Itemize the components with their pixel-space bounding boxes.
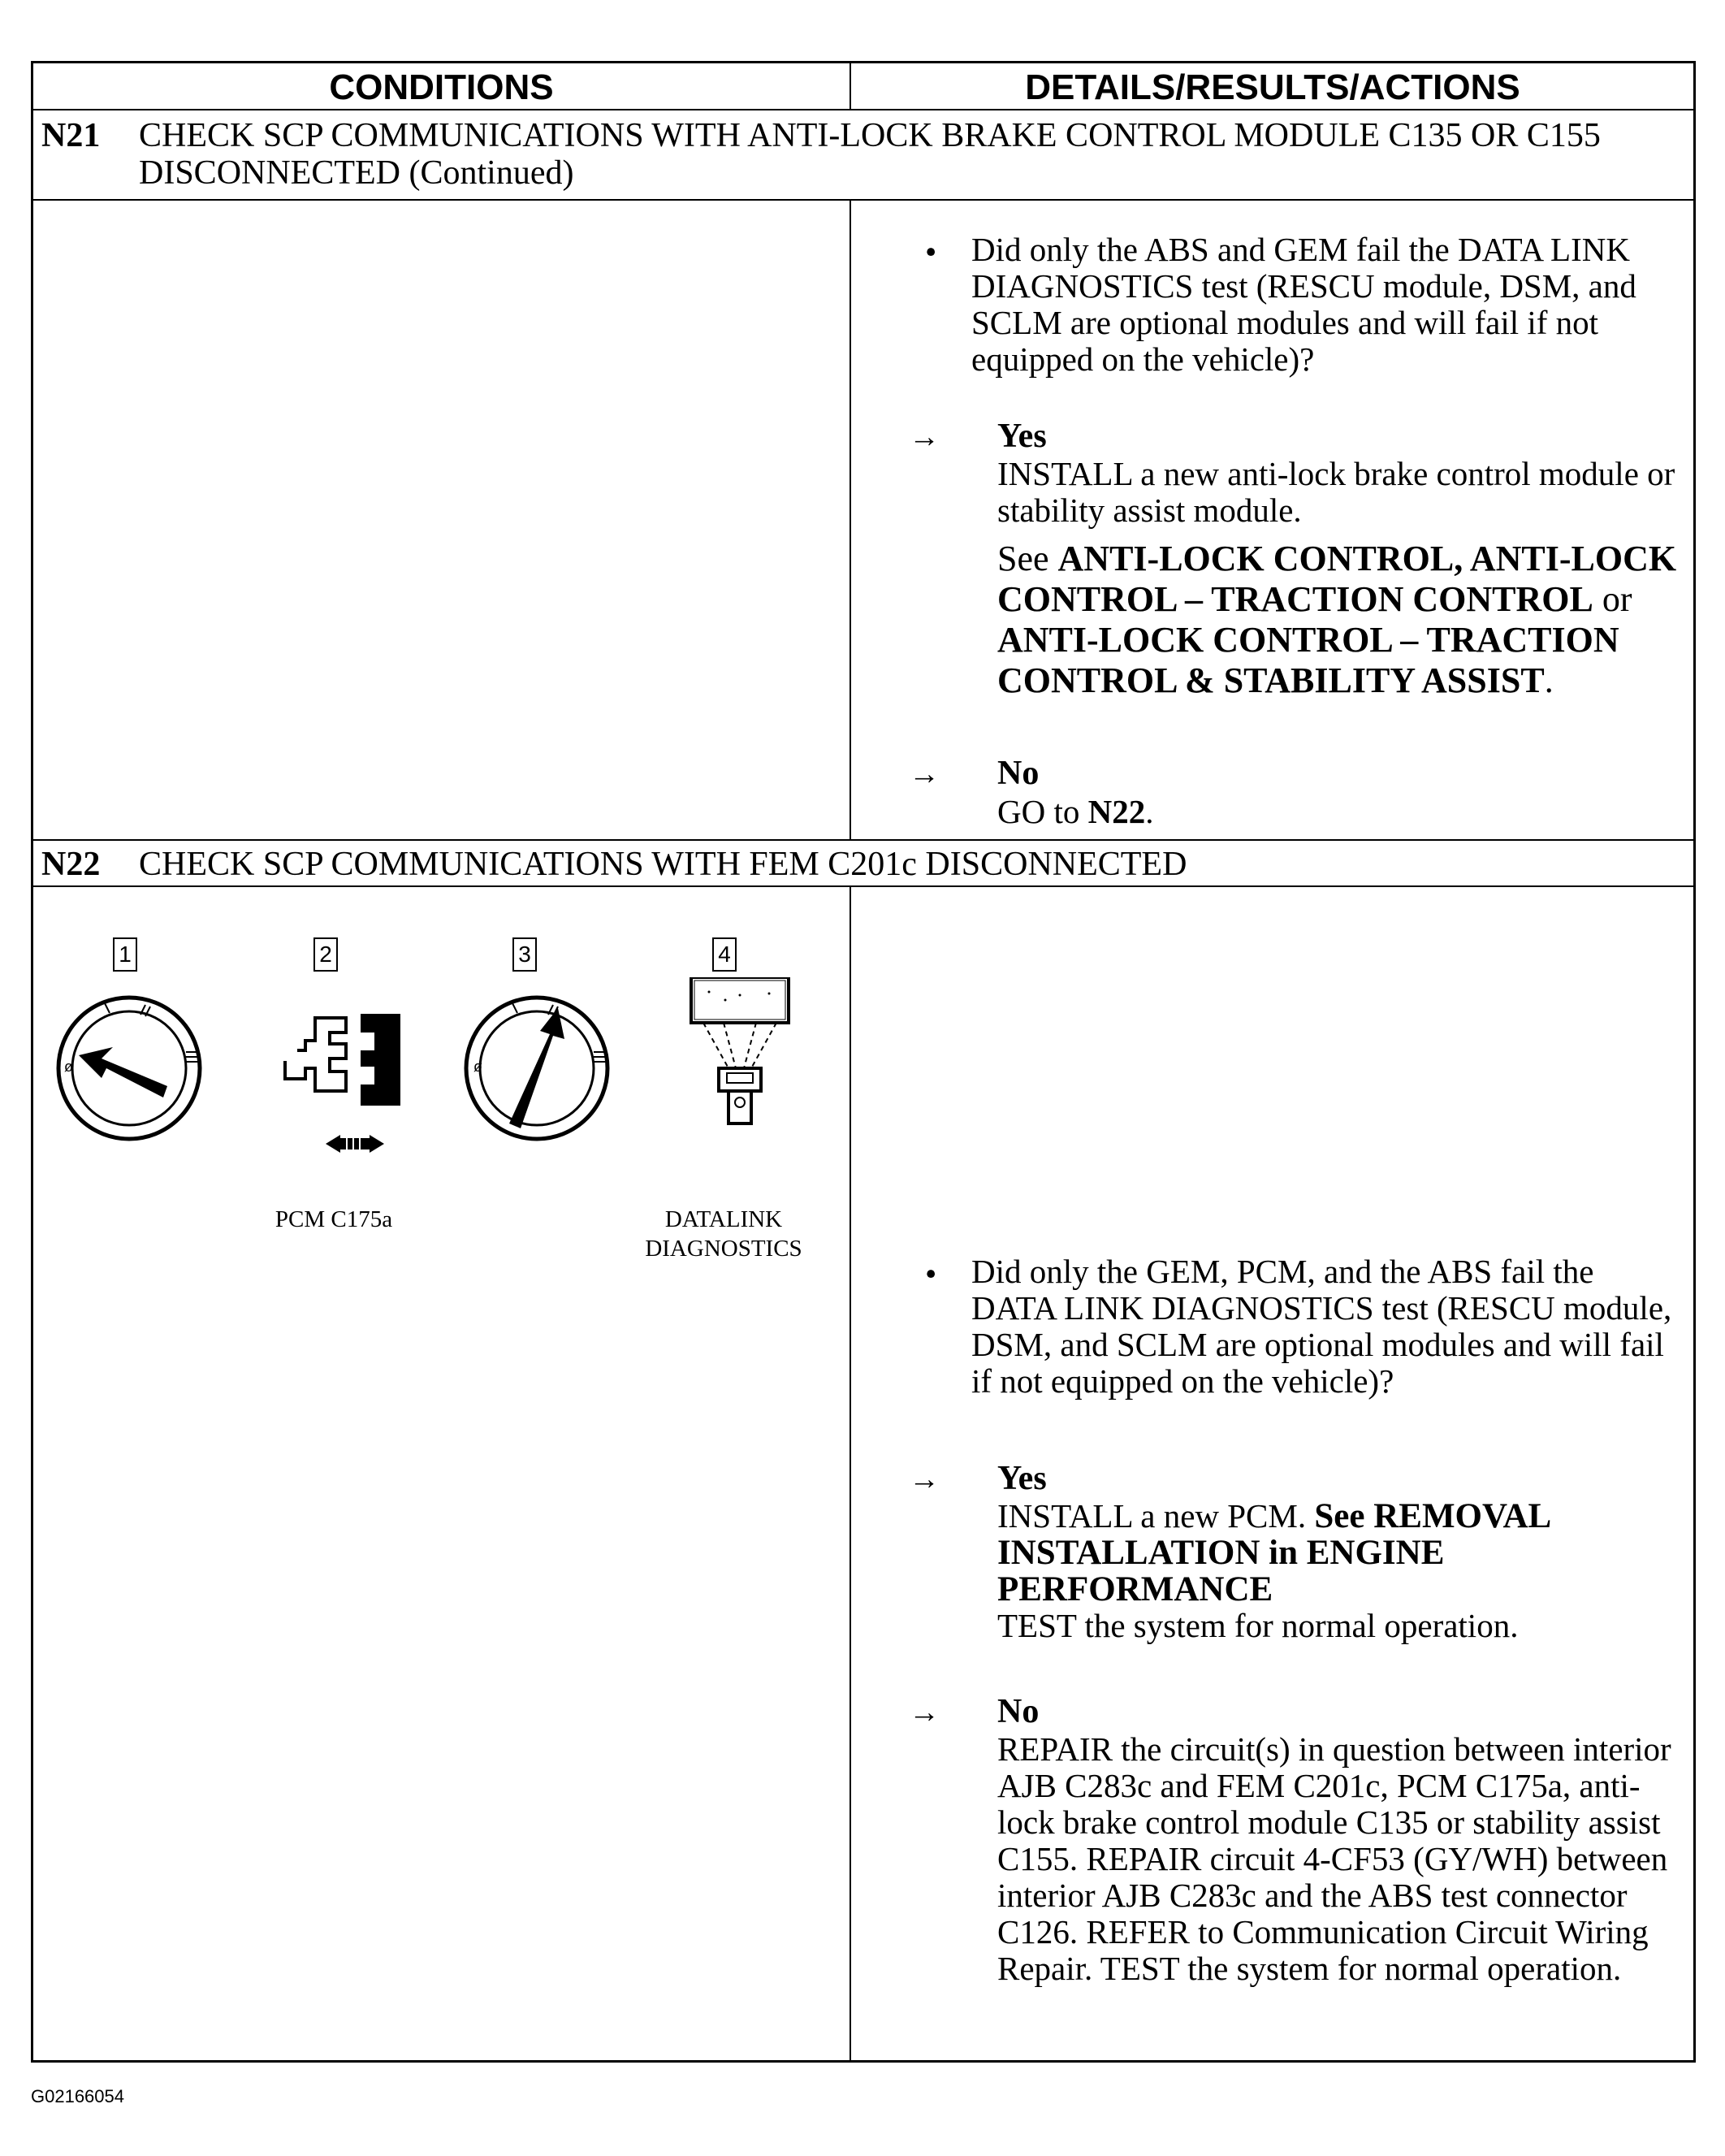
n21-yes-see-ref-2: ANTI-LOCK CONTROL – TRACTION CONTROL & STABILITY ASSIST xyxy=(997,620,1619,700)
n21-yes-action: INSTALL a new anti-lock brake control module or stability assist module. xyxy=(997,455,1675,529)
n21-bullet: • xyxy=(925,233,937,271)
n21-yes-see-ref-1: ANTI-LOCK CONTROL, ANTI-LOCK CONTROL – TRACTION CONTROL xyxy=(997,539,1677,619)
svg-text:ø: ø xyxy=(473,1059,482,1075)
n21-yes-see-end: . xyxy=(1544,660,1554,700)
figure-step-3: 3 xyxy=(512,937,537,972)
n21-question: Did only the ABS and GEM fail the DATA LINK DIAGNOSTICS test (RESCU module, DSM, and SCLM are optional modules and will fail if not equipped on the vehicle)? xyxy=(971,231,1636,378)
n22-no-arrow-icon: → xyxy=(909,1695,940,1730)
diagnostic-figure xyxy=(50,977,829,1188)
n22-column-divider xyxy=(850,885,851,2063)
figure-step-4: 4 xyxy=(712,937,737,972)
n22-step-id: N22 xyxy=(41,846,101,883)
n22-no-label: No xyxy=(997,1693,1040,1730)
ignition-switch-off-icon xyxy=(58,998,200,1139)
column-header-conditions: CONDITIONS xyxy=(329,67,554,107)
svg-text:ø: ø xyxy=(64,1059,73,1075)
n21-yes-see xyxy=(997,539,1689,701)
n22-yes-action-install: INSTALL a new PCM. xyxy=(997,1497,1307,1535)
n21-yes-label: Yes xyxy=(997,418,1047,455)
ignition-switch-on-icon xyxy=(466,998,607,1139)
n22-yes-label: Yes xyxy=(997,1460,1047,1497)
figure-label-diagnostics: DIAGNOSTICS xyxy=(645,1236,802,1262)
figure-step-2: 2 xyxy=(313,937,338,972)
n22-title-row xyxy=(33,846,1693,883)
n21-no-action-text: GO to xyxy=(997,793,1080,830)
column-header-details: DETAILS/RESULTS/ACTIONS xyxy=(1025,67,1520,107)
n21-no-label: No xyxy=(997,755,1040,792)
n21-yes-arrow-icon: → xyxy=(909,420,940,454)
n22-top-divider xyxy=(33,839,1693,841)
n21-no-action xyxy=(997,794,1153,830)
n21-step-title: CHECK SCP COMMUNICATIONS WITH ANTI-LOCK BRAKE CONTROL MODULE C135 OR C155 DISCONNECTED (Continued) xyxy=(139,117,1601,192)
n21-no-action-target: N22 xyxy=(1087,793,1146,830)
n22-yes-action xyxy=(997,1498,1582,1644)
n22-question: Did only the GEM, PCM, and the ABS fail the DATA LINK DIAGNOSTICS test (RESCU module, DSM, and SCLM are optional modules and will fail if not equipped on the vehicle)? xyxy=(971,1253,1672,1400)
n22-bullet: • xyxy=(925,1255,937,1292)
connector-disconnect-icon xyxy=(285,1014,400,1153)
n21-yes-see-or: or xyxy=(1602,579,1632,619)
n21-yes-see-word: See xyxy=(997,539,1049,578)
figure-step-1: 1 xyxy=(113,937,137,972)
n21-no-action-end: . xyxy=(1145,793,1154,830)
n21-title-row xyxy=(33,117,1693,198)
scan-tool-icon xyxy=(691,977,789,1123)
n21-step-id: N21 xyxy=(41,117,101,154)
n22-yes-action-see: See REMOVAL INSTALLATION in ENGINE PERFORMANCE xyxy=(997,1497,1550,1608)
diagnostic-table xyxy=(31,61,1696,2063)
figure-label-connector: PCM C175a xyxy=(275,1206,393,1232)
n21-column-divider xyxy=(850,199,851,839)
n22-no-action: REPAIR the circuit(s) in question between interior AJB C283c and FEM C201c, PCM C175a, anti-lock brake control module C135 or stability assist C155. REPAIR circuit 4-CF53 (GY/WH) between interior AJB C283c and the ABS test connector C126. REFER to Communication Circuit Wiring Repair. TEST the system for normal operation. xyxy=(997,1730,1671,1987)
figure-id: G02166054 xyxy=(31,2086,124,2106)
n22-yes-action-test: TEST the system for normal operation. xyxy=(997,1607,1519,1644)
n22-title-divider xyxy=(33,885,1693,887)
n21-no-arrow-icon: → xyxy=(909,757,940,791)
figure-label-datalink: DATALINK xyxy=(664,1206,783,1232)
n22-step-title: CHECK SCP COMMUNICATIONS WITH FEM C201c DISCONNECTED xyxy=(139,846,1187,883)
n21-title-divider xyxy=(33,199,1693,201)
n22-yes-arrow-icon: → xyxy=(909,1462,940,1496)
